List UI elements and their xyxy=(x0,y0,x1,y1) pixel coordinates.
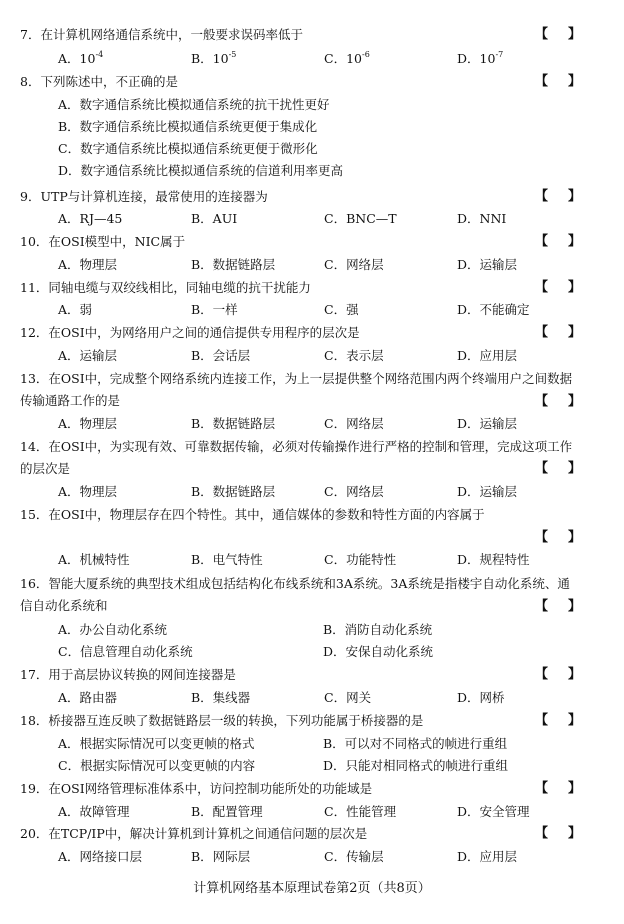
option-a[interactable]: A．办公自动化系统 xyxy=(58,622,168,637)
question-stem: 19．在OSI网络管理标准体系中，访问控制功能所处的功能域是 xyxy=(20,781,373,796)
options xyxy=(58,299,598,321)
option-b[interactable]: B．网际层 xyxy=(191,849,251,864)
option-b[interactable]: B．一样 xyxy=(191,302,238,317)
option-c[interactable]: C．性能管理 xyxy=(324,804,397,819)
option-d[interactable]: D．运输层 xyxy=(457,484,518,499)
option-d[interactable]: D．只能对相同格式的帧进行重组 xyxy=(323,758,509,773)
option-b[interactable]: B．数据链路层 xyxy=(191,484,276,499)
option-d[interactable]: D．$10^{-7}$ xyxy=(457,50,504,66)
option-c[interactable]: C．强 xyxy=(324,302,359,317)
question-stem: 18．桥接器互连反映了数据链路层一级的转换，下列功能属于桥接器的是 xyxy=(20,713,424,728)
option-a[interactable]: A．故障管理 xyxy=(58,804,130,819)
question-stem: 8．下列陈述中，不正确的是 xyxy=(20,74,178,89)
question-stem: 17．用于高层协议转换的网间连接器是 xyxy=(20,667,236,682)
answer-bracket[interactable]: 【 】 xyxy=(535,74,581,89)
option-d[interactable]: D．数字通信系统比模拟通信系统的信道利用率更高 xyxy=(58,163,344,178)
options xyxy=(58,94,598,182)
options xyxy=(58,733,598,777)
option-a[interactable]: A．物理层 xyxy=(58,416,118,431)
option-d[interactable]: D．不能确定 xyxy=(457,302,530,317)
option-a[interactable]: A．根据实际情况可以变更帧的格式 xyxy=(58,736,255,751)
answer-bracket[interactable]: 【 】 xyxy=(535,530,581,545)
answer-bracket[interactable]: 【 】 xyxy=(535,27,581,42)
option-b[interactable]: B．集线器 xyxy=(191,690,251,705)
answer-bracket[interactable]: 【 】 xyxy=(535,394,581,409)
option-b[interactable]: B．配置管理 xyxy=(191,804,263,819)
answer-bracket[interactable]: 【 】 xyxy=(535,667,581,682)
option-c[interactable]: C．网络层 xyxy=(324,257,384,272)
option-d[interactable]: D．应用层 xyxy=(457,348,518,363)
option-c[interactable]: C．$10^{-6}$ xyxy=(324,50,370,66)
option-a[interactable]: A．弱 xyxy=(58,302,93,317)
option-a[interactable]: A．运输层 xyxy=(58,348,118,363)
option-d[interactable]: D．应用层 xyxy=(457,849,518,864)
option-c[interactable]: C．网关 xyxy=(324,690,372,705)
options xyxy=(58,846,598,868)
options xyxy=(58,549,598,571)
answer-bracket[interactable]: 【 】 xyxy=(535,826,581,841)
option-b[interactable]: B．数据链路层 xyxy=(191,257,276,272)
page-footer: 计算机网络基本原理试卷第2页（共8页） xyxy=(193,881,431,896)
option-a[interactable]: A．$10^{-4}$ xyxy=(58,50,104,66)
option-a[interactable]: A．物理层 xyxy=(58,484,118,499)
option-d[interactable]: D．安全管理 xyxy=(457,804,530,819)
option-c[interactable]: C．BNC—T xyxy=(324,211,397,226)
answer-bracket[interactable]: 【 】 xyxy=(535,189,581,204)
option-d[interactable]: D．安保自动化系统 xyxy=(323,644,434,659)
answer-bracket[interactable]: 【 】 xyxy=(535,325,581,340)
option-d[interactable]: D．网桥 xyxy=(457,690,505,705)
question-stem: 20．在TCP/IP中，解决计算机到计算机之间通信问题的层次是 xyxy=(20,826,368,841)
option-c[interactable]: C．网络层 xyxy=(324,416,384,431)
option-b[interactable]: B．电气特性 xyxy=(191,552,263,567)
option-c[interactable]: C．信息管理自动化系统 xyxy=(58,644,193,659)
question-stem: 15．在OSI中，物理层存在四个特性。其中，通信媒体的参数和特性方面的内容属于 xyxy=(20,507,485,522)
question-stem: 13．在OSI中，完成整个网络系统内连接工作，为上一层提供整个网络范围内两个终端用户之间数据传输通路工作的是 xyxy=(20,371,573,408)
option-c[interactable]: C．根据实际情况可以变更帧的内容 xyxy=(58,758,256,773)
option-c[interactable]: C．表示层 xyxy=(324,348,384,363)
question-stem: 10．在OSI模型中，NIC属于 xyxy=(20,234,186,249)
option-a[interactable]: A．物理层 xyxy=(58,257,118,272)
option-b[interactable]: B．数字通信系统比模拟通信系统更便于集成化 xyxy=(58,119,318,134)
answer-bracket[interactable]: 【 】 xyxy=(535,280,581,295)
question-stem: 14．在OSI中，为实现有效、可靠数据传输，必须对传输操作进行严格的控制和管理，完成这项工作的层次是 xyxy=(20,439,573,476)
option-c[interactable]: C．功能特性 xyxy=(324,552,397,567)
options xyxy=(58,481,598,503)
options xyxy=(58,687,598,709)
option-b[interactable]: B．会话层 xyxy=(191,348,251,363)
options xyxy=(58,801,598,823)
options xyxy=(58,48,598,70)
answer-bracket[interactable]: 【 】 xyxy=(535,234,581,249)
option-b[interactable]: B．$10^{-5}$ xyxy=(191,50,237,66)
option-c[interactable]: C．网络层 xyxy=(324,484,384,499)
question-stem: 11．同轴电缆与双绞线相比，同轴电缆的抗干扰能力 xyxy=(20,280,311,295)
option-d[interactable]: D．NNI xyxy=(457,211,507,226)
option-c[interactable]: C．数字通信系统比模拟通信系统更便于微形化 xyxy=(58,141,318,156)
question-stem: 12．在OSI中，为网络用户之间的通信提供专用程序的层次是 xyxy=(20,325,360,340)
option-a[interactable]: A．机械特性 xyxy=(58,552,130,567)
answer-bracket[interactable]: 【 】 xyxy=(535,713,581,728)
question-stem: 7．在计算机网络通信系统中，一般要求误码率低于 xyxy=(20,27,303,42)
option-a[interactable]: A．网络接口层 xyxy=(58,849,143,864)
option-a[interactable]: A．数字通信系统比模拟通信系统的抗干扰性更好 xyxy=(58,97,330,112)
answer-bracket[interactable]: 【 】 xyxy=(535,599,581,614)
option-b[interactable]: B．消防自动化系统 xyxy=(323,622,433,637)
option-c[interactable]: C．传输层 xyxy=(324,849,384,864)
option-a[interactable]: A．路由器 xyxy=(58,690,118,705)
option-b[interactable]: B．数据链路层 xyxy=(191,416,276,431)
answer-bracket[interactable]: 【 】 xyxy=(535,461,581,476)
question-stem: 9．UTP与计算机连接，最常使用的连接器为 xyxy=(20,189,268,204)
option-b[interactable]: B．AUI xyxy=(191,211,238,226)
options xyxy=(58,208,598,230)
option-a[interactable]: A．RJ—45 xyxy=(58,211,123,226)
options xyxy=(58,619,598,663)
options xyxy=(58,254,598,276)
options xyxy=(58,413,598,435)
option-d[interactable]: D．运输层 xyxy=(457,416,518,431)
option-d[interactable]: D．规程特性 xyxy=(457,552,530,567)
question-stem: 16．智能大厦系统的典型技术组成包括结构化布线系统和3A系统。3A系统是指楼宇自动化系统、通信自动化系统和 xyxy=(20,576,570,613)
option-b[interactable]: B．可以对不同格式的帧进行重组 xyxy=(323,736,508,751)
options xyxy=(58,345,598,367)
answer-bracket[interactable]: 【 】 xyxy=(535,781,581,796)
option-d[interactable]: D．运输层 xyxy=(457,257,518,272)
